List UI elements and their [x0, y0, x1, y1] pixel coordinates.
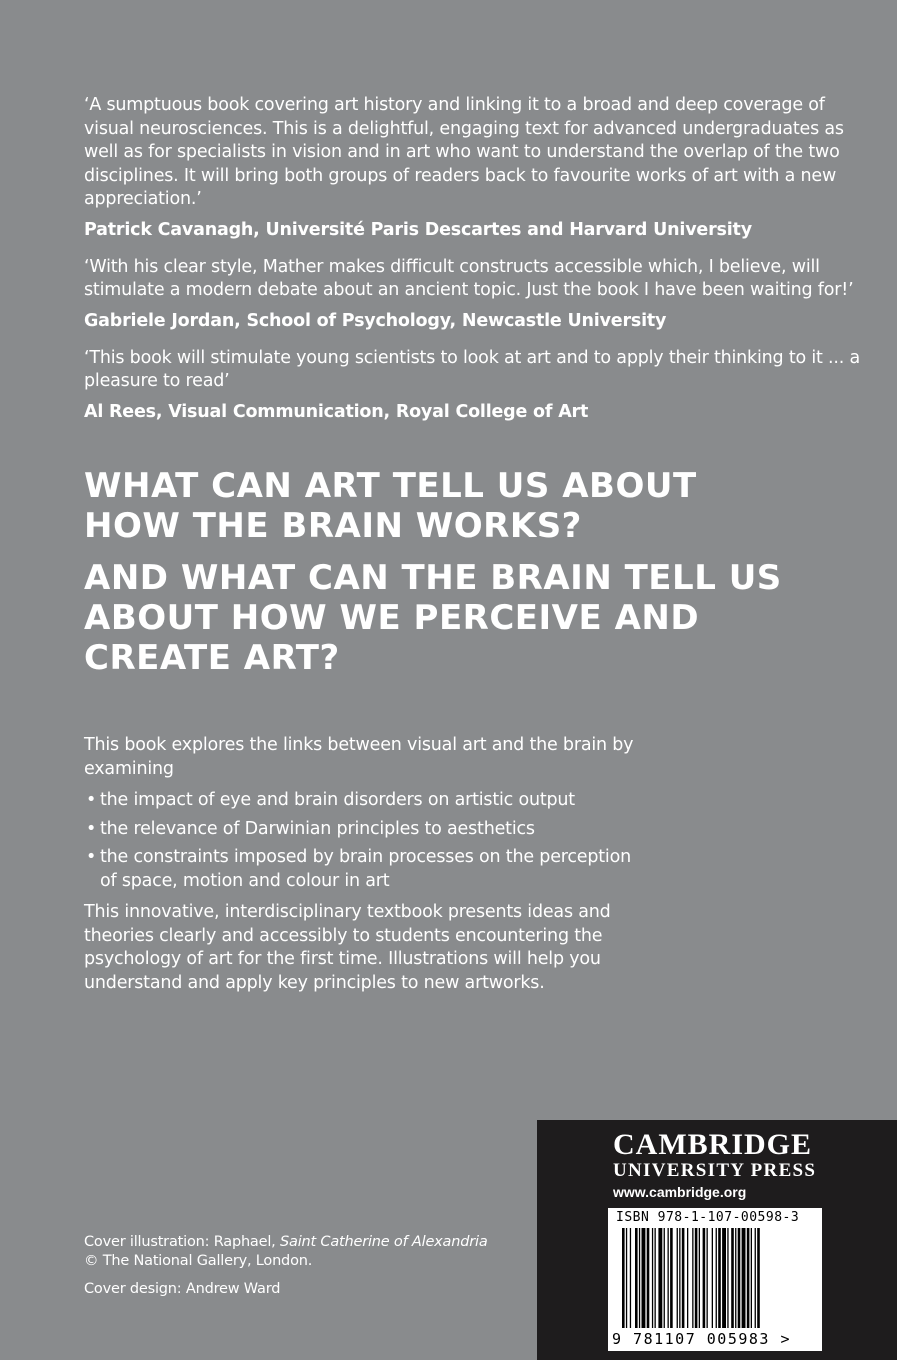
barcode-bar — [652, 1228, 653, 1328]
endorsement-quote: ‘This book will stimulate young scientists to look at art and to apply their thinking to it ... a pleasure to read’ — [84, 347, 861, 391]
endorsement-quote: ‘A sumptuous book covering art history and linking it to a broad and deep coverage of visual neurosciences. This is a delightful, engaging text for advanced undergraduates as well as for specialists in vision and in art who want to understand the overlap of the two disciplines. It will bring both groups of readers back to favourite works of art with a new appreciation.’ — [84, 95, 844, 209]
design-credit: Cover design: Andrew Ward — [84, 1281, 281, 1297]
barcode-bar — [751, 1228, 752, 1328]
publisher-panel — [537, 1120, 897, 1360]
barcode-bar — [677, 1228, 678, 1328]
barcode-bar — [695, 1228, 698, 1328]
barcode-bar — [687, 1228, 688, 1328]
copyright-credit: © The National Gallery, London. — [84, 1253, 313, 1269]
barcode-bar — [742, 1228, 746, 1328]
barcode-bar — [738, 1228, 741, 1328]
barcode-bar — [727, 1228, 728, 1328]
barcode-bar — [639, 1228, 640, 1328]
topic-list-item: • the constraints imposed by brain processes on the perception of space, motion and colour in art — [84, 846, 644, 893]
description-closing: This innovative, interdisciplinary textbook presents ideas and theories clearly and accessibly to students encountering the psychology of art for the first time. Illustrations will help you understand and apply key principles to new artworks. — [84, 902, 611, 993]
illustration-credit — [84, 1233, 488, 1252]
topic-list-item: • the impact of eye and brain disorders on artistic output — [84, 789, 644, 813]
barcode-bar — [718, 1228, 721, 1328]
barcode — [608, 1208, 822, 1351]
barcode-bar — [755, 1228, 756, 1328]
book-description — [84, 734, 644, 995]
barcode-bar — [655, 1228, 656, 1328]
publisher-logo-subname: UNIVERSITY PRESS — [613, 1160, 817, 1181]
barcode-bar — [757, 1228, 760, 1328]
artwork-title: Saint Catherine of Alexandria — [280, 1234, 488, 1250]
barcode-bar — [716, 1228, 717, 1328]
barcode-bar — [630, 1228, 631, 1328]
barcode-bar — [682, 1228, 685, 1328]
barcode-bar — [707, 1228, 708, 1328]
barcode-bar — [735, 1228, 736, 1328]
publisher-url: www.cambridge.org — [613, 1184, 747, 1200]
topic-list — [84, 789, 644, 893]
publisher-logo-name: CAMBRIDGE — [613, 1128, 813, 1161]
barcode-bar — [712, 1228, 713, 1328]
isbn-label: ISBN 978-1-107-00598-3 — [616, 1210, 800, 1225]
ean-digits: 9 781107 005983 > — [612, 1330, 792, 1348]
barcode-bar — [703, 1228, 706, 1328]
description-intro: This book explores the links between visual art and the brain by examining — [84, 735, 634, 779]
barcode-bar — [642, 1228, 646, 1328]
barcode-bar — [635, 1228, 638, 1328]
barcode-bar — [668, 1228, 669, 1328]
barcode-bar — [622, 1228, 625, 1328]
barcode-bar — [664, 1228, 665, 1328]
headline — [84, 466, 784, 690]
barcode-bar — [647, 1228, 650, 1328]
headline-question-1: WHAT CAN ART TELL US ABOUT HOW THE BRAIN WORKS? — [84, 466, 697, 546]
cover-credits — [84, 1233, 488, 1299]
headline-question-2: AND WHAT CAN THE BRAIN TELL US ABOUT HOW WE PERCEIVE AND CREATE ART? — [84, 558, 782, 678]
barcode-bar — [699, 1228, 700, 1328]
endorsements — [84, 94, 864, 438]
barcode-bar — [626, 1228, 627, 1328]
barcode-bar — [722, 1228, 726, 1328]
barcode-bar — [670, 1228, 673, 1328]
endorsement-attribution: Patrick Cavanagh, Université Paris Descartes and Harvard University — [84, 219, 752, 240]
barcode-bar — [658, 1228, 662, 1328]
illustration-credit-prefix: Cover illustration: Raphael, — [84, 1234, 280, 1250]
endorsement-attribution: Al Rees, Visual Communication, Royal College of Art — [84, 401, 589, 422]
endorsement-attribution: Gabriele Jordan, School of Psychology, Newcastle University — [84, 310, 667, 331]
barcode-bar — [679, 1228, 680, 1328]
barcode-bar — [731, 1228, 734, 1328]
barcode-bar — [747, 1228, 750, 1328]
topic-list-item: • the relevance of Darwinian principles to aesthetics — [84, 818, 644, 842]
endorsement-quote: ‘With his clear style, Mather makes difficult constructs accessible which, I believe, will stimulate a modern debate about an ancient topic. Just the book I have been waiting for!’ — [84, 256, 854, 300]
barcode-bar — [692, 1228, 693, 1328]
barcode-bars — [614, 1228, 816, 1332]
